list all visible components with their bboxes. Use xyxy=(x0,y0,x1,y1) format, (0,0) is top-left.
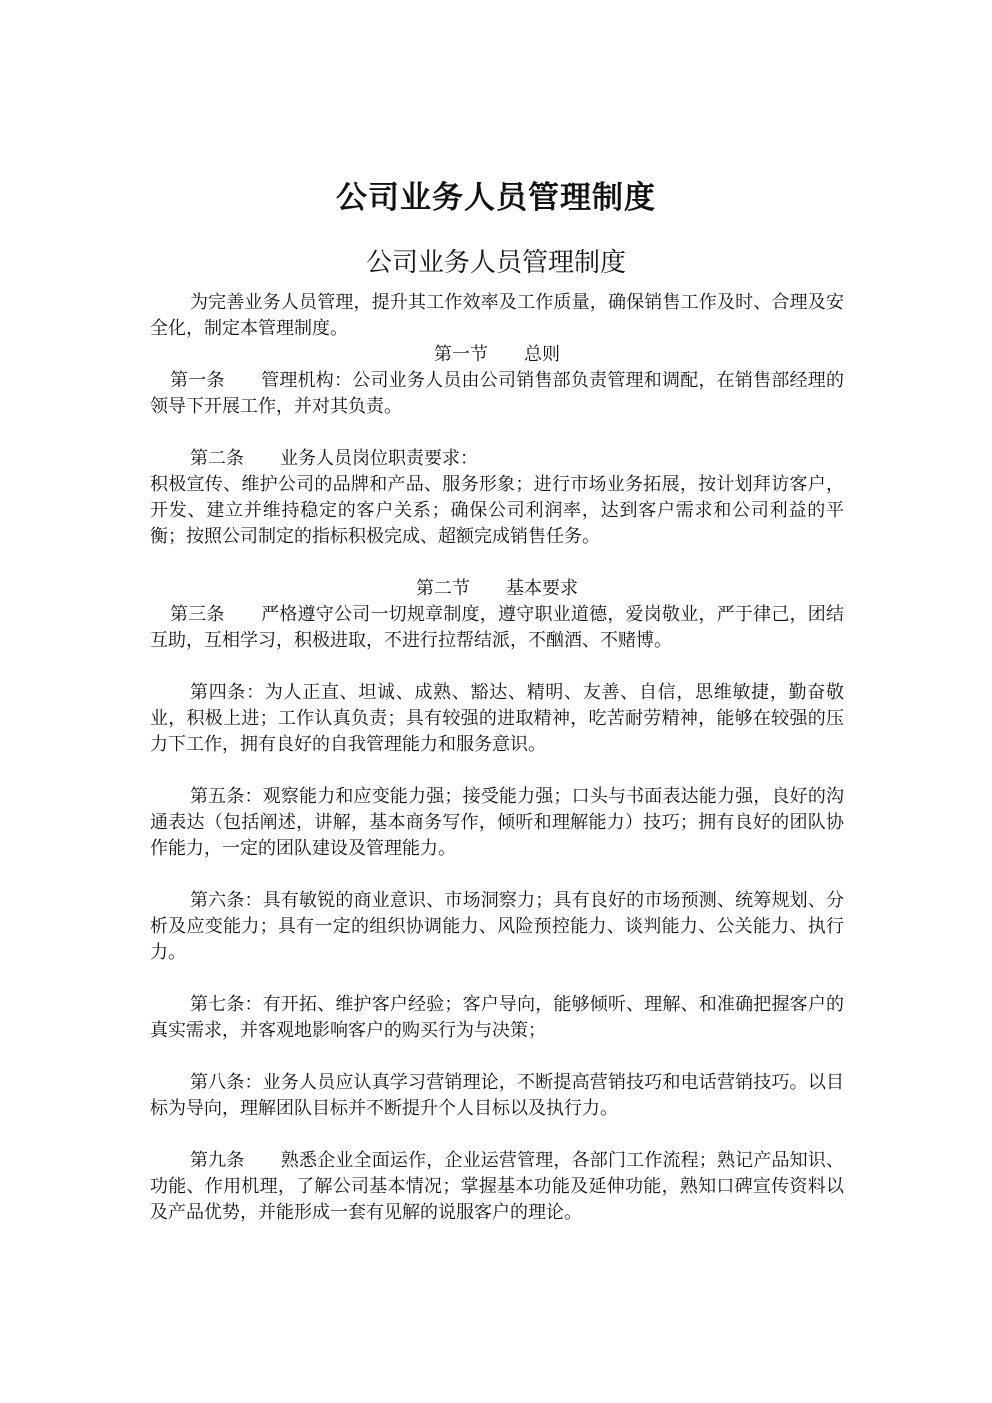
section-1-heading: 第一节 总则 xyxy=(434,344,560,365)
document-subtitle: 公司业务人员管理制度 xyxy=(365,248,626,278)
article-5: 第五条：观察能力和应变能力强；接受能力强；口头与书面表达能力强，良好的沟通表达（包括阐述，讲解，基本商务写作，倾听和理解能力）技巧；拥有良好的团队协作能力，一定的团队建设及管理能力。 xyxy=(150,786,844,859)
article-8: 第八条：业务人员应认真学习营销理论，不断提高营销技巧和电话营销技巧。以目标为导向，理解团队目标并不断提升个人目标以及执行力。 xyxy=(150,1072,844,1119)
document-title: 公司业务人员管理制度 xyxy=(336,180,656,216)
article-9: 第九条 熟悉企业全面运作，企业运营管理，各部门工作流程；熟记产品知识、功能、作用机理，了解公司基本情况；掌握基本功能及延伸功能，熟知口碑宣传资料以及产品优势，并能形成一套有见解的说服客户的理论。 xyxy=(150,1150,844,1223)
article-2-heading: 第二条 业务人员岗位职责要求： xyxy=(190,448,478,469)
article-2-body: 积极宣传、维护公司的品牌和产品、服务形象；进行市场业务拓展，按计划拜访客户，开发、建立并维持稳定的客户关系；确保公司利润率，达到客户需求和公司利益的平衡；按照公司制定的指标积极完成、超额完成销售任务。 xyxy=(150,474,844,547)
article-6: 第六条：具有敏锐的商业意识、市场洞察力；具有良好的市场预测、统筹规划、分析及应变能力；具有一定的组织协调能力、风险预控能力、谈判能力、公关能力、执行力。 xyxy=(150,890,844,963)
article-1: 第一条 管理机构：公司业务人员由公司销售部负责管理和调配，在销售部经理的领导下开展工作，并对其负责。 xyxy=(150,370,844,417)
article-4: 第四条：为人正直、坦诚、成熟、豁达、精明、友善、自信，思维敏捷，勤奋敬业，积极上进；工作认真负责；具有较强的进取精神，吃苦耐劳精神，能够在较强的压力下工作，拥有良好的自我管理能力和服务意识。 xyxy=(150,682,844,755)
article-7: 第七条：有开拓、维护客户经验；客户导向，能够倾听、理解、和准确把握客户的真实需求，并客观地影响客户的购买行为与决策； xyxy=(150,994,844,1041)
section-2-heading: 第二节 基本要求 xyxy=(416,578,578,599)
intro-paragraph: 为完善业务人员管理，提升其工作效率及工作质量，确保销售工作及时、合理及安全化，制定本管理制度。 xyxy=(150,292,844,339)
article-3: 第三条 严格遵守公司一切规章制度，遵守职业道德，爱岗敬业，严于律己，团结互助，互相学习，积极进取，不进行拉帮结派，不酗酒、不赌博。 xyxy=(150,604,844,651)
